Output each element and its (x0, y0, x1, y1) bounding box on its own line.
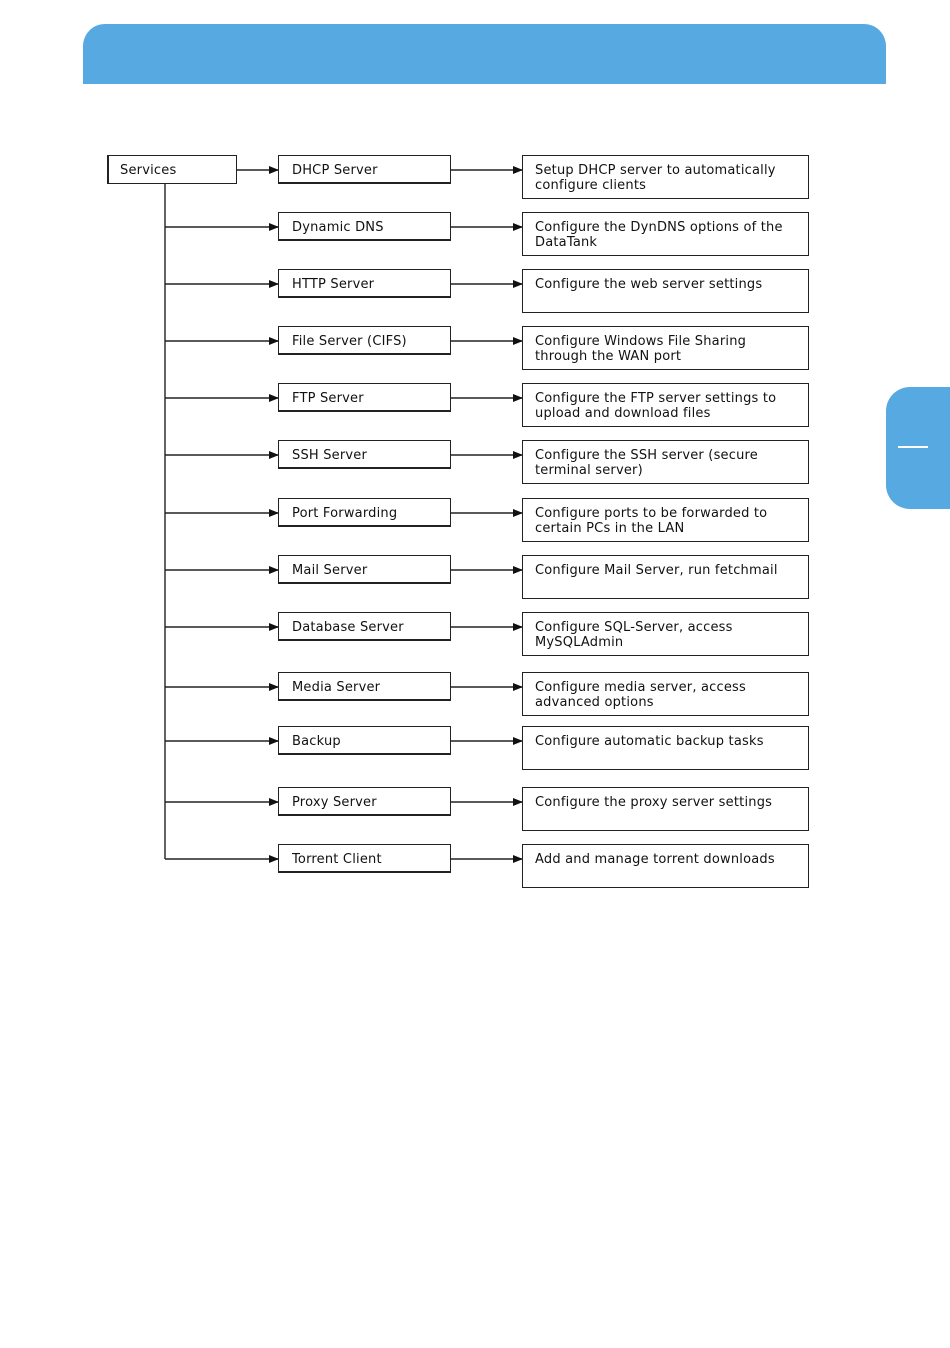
node-port-forwarding: Port Forwarding (278, 498, 451, 527)
desc-dynamic-dns: Configure the DynDNS options of the DataTank (522, 212, 809, 256)
node-mail-server: Mail Server (278, 555, 451, 584)
node-ssh-server: SSH Server (278, 440, 451, 469)
desc-proxy-server: Configure the proxy server settings (522, 787, 809, 831)
node-proxy-server: Proxy Server (278, 787, 451, 816)
services-root-node: Services (107, 155, 237, 184)
node-ftp-server: FTP Server (278, 383, 451, 412)
node-media-server: Media Server (278, 672, 451, 701)
desc-ssh-server: Configure the SSH server (secure terminal server) (522, 440, 809, 484)
desc-dhcp-server: Setup DHCP server to automatically configure clients (522, 155, 809, 199)
node-backup: Backup (278, 726, 451, 755)
desc-media-server: Configure media server, access advanced options (522, 672, 809, 716)
desc-http-server: Configure the web server settings (522, 269, 809, 313)
node-torrent-client: Torrent Client (278, 844, 451, 873)
desc-torrent-client: Add and manage torrent downloads (522, 844, 809, 888)
node-dhcp-server: DHCP Server (278, 155, 451, 184)
node-database-server: Database Server (278, 612, 451, 641)
desc-ftp-server: Configure the FTP server settings to upload and download files (522, 383, 809, 427)
desc-file-server-cifs: Configure Windows File Sharing through the WAN port (522, 326, 809, 370)
desc-database-server: Configure SQL-Server, access MySQLAdmin (522, 612, 809, 656)
desc-backup: Configure automatic backup tasks (522, 726, 809, 770)
node-dynamic-dns: Dynamic DNS (278, 212, 451, 241)
desc-port-forwarding: Configure ports to be forwarded to certain PCs in the LAN (522, 498, 809, 542)
node-file-server-cifs: File Server (CIFS) (278, 326, 451, 355)
desc-mail-server: Configure Mail Server, run fetchmail (522, 555, 809, 599)
node-http-server: HTTP Server (278, 269, 451, 298)
